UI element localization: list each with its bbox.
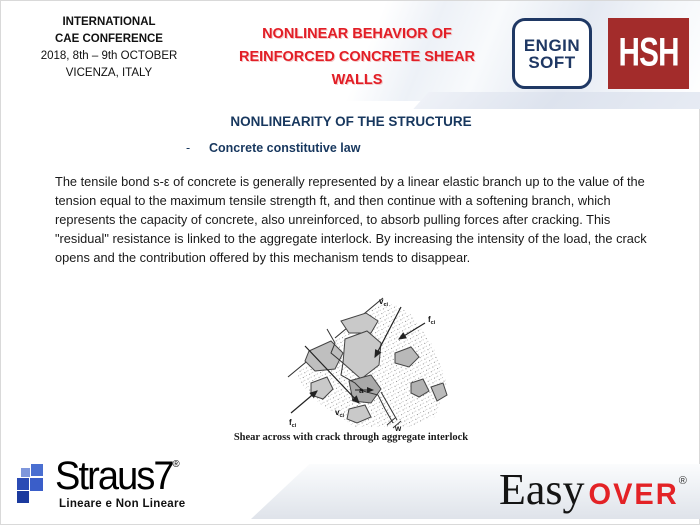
slide-title-line-1: NONLINEAR BEHAVIOR OF: [262, 26, 452, 42]
label-fci-bottom: $f_{ci}$: [289, 418, 297, 429]
straus7-wordmark: [55, 454, 180, 499]
enginsoft-logo-text-bottom: SOFT: [528, 52, 576, 72]
enginsoft-logo-text-top: ENGIN: [523, 35, 581, 55]
header-diagonal-sweep: [413, 92, 700, 109]
hsh-logo: [608, 18, 689, 89]
bullet-dash: -: [186, 141, 191, 155]
straus7-registered-mark: ®: [172, 459, 180, 470]
body-paragraph: The tensile bond s-ε of concrete is generally represented by a linear elastic branch up to the value of the tension equal to the maximum tensile strength ft, and then continue with a softening branch, which represents the capacity of concrete, also unreinforced, to absorb pulling forces after cracking. This "residual" resistance is linked to the aggregate interlock. By increasing the intensity of the load, the crack opens and the contribution offered by this mechanism tends to disappear.: [55, 174, 647, 265]
conference-line-1: INTERNATIONAL: [62, 16, 156, 28]
conference-line-3: 2018, 8th – 9th OCTOBER: [40, 50, 178, 62]
conference-info-block: [9, 14, 209, 82]
figure-caption: Shear across with crack through aggregate interlock: [233, 432, 469, 443]
easyover-logo: [499, 467, 687, 517]
straus7-name-text: Straus7: [55, 454, 173, 498]
straus7-logo: [15, 454, 245, 520]
aggregate-interlock-diagram: [283, 291, 468, 431]
straus7-squares-icon: [15, 464, 57, 508]
slide-title: [223, 23, 491, 92]
easyover-registered-mark: ®: [678, 475, 687, 487]
label-vci-bottom: $v_{ci}$: [335, 408, 345, 419]
fci-force-arrow-bottom: [291, 391, 317, 413]
label-w: w: [395, 424, 402, 431]
label-a: a: [359, 386, 364, 395]
header-banner: [1, 1, 700, 101]
conference-line-2: CAE CONFERENCE: [55, 33, 163, 45]
slide-title-line-3: WALLS: [331, 72, 383, 88]
straus7-tagline: Lineare e Non Lineare: [59, 498, 186, 510]
slide-title-line-2: REINFORCED CONCRETE SHEAR: [238, 49, 476, 65]
bullet-label: Concrete constitutive law: [209, 141, 361, 155]
conference-line-4: VICENZA, ITALY: [65, 67, 153, 79]
hsh-logo-text: HSH: [618, 30, 679, 76]
section-heading: NONLINEARITY OF THE STRUCTURE: [230, 114, 472, 129]
enginsoft-logo: [512, 18, 592, 89]
bullet-item-concrete-law: [186, 141, 360, 155]
label-fci-top: $f_{ci}$: [428, 315, 436, 326]
label-vci-top: $v_{ci}$: [379, 297, 389, 308]
easyover-over-text: OVER: [588, 478, 679, 512]
easyover-easy-text: Easy: [499, 465, 585, 514]
